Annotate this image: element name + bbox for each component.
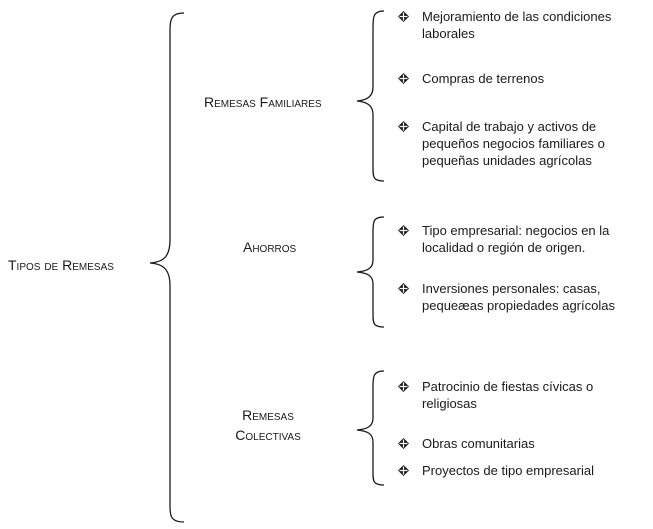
list-item [398,70,648,87]
group-label-remesas-colectivas [218,405,318,445]
diamond-bullet-icon [398,438,409,449]
diamond-bullet-icon [398,11,409,22]
group-label-remesas-familiares: Remesas Familiares [204,94,322,110]
brace-remesas-colectivas [357,371,384,485]
diamond-bullet-icon [398,225,409,236]
brace-remesas-familiares [357,11,384,181]
item-text: Inversiones personales: casas, pequeæas propiedades agrícolas [422,281,615,313]
list-item [398,462,648,479]
item-text: Mejoramiento de las condiciones laborales [422,9,612,41]
diamond-bullet-icon [398,283,409,294]
list-item [398,8,648,42]
brace-ahorros [357,217,384,327]
list-item [398,435,648,452]
diamond-bullet-icon [398,121,409,132]
item-text: Capital de trabajo y activos de pequeños negocios familiares o pequeñas unidades agrícolas [422,119,605,168]
root-label: Tipos de Remesas [8,257,114,273]
item-text: Compras de terrenos [422,71,545,86]
diamond-bullet-icon [398,465,409,476]
group-label-ahorros: Ahorros [243,239,297,255]
diamond-bullet-icon [398,73,409,84]
group-label-line-2: Colectivas [235,427,301,443]
diamond-bullet-icon [398,381,409,392]
group-label-line-1: Remesas [242,407,294,423]
list-item [398,378,648,412]
item-text: Proyectos de tipo empresarial [422,463,594,478]
item-text: Patrocinio de fiestas cívicas o religiosas [422,379,594,411]
list-item [398,118,648,169]
list-item [398,280,648,314]
item-text: Tipo empresarial: negocios en la localidad o región de origen. [422,223,610,255]
list-item [398,222,648,256]
item-text: Obras comunitarias [422,436,535,451]
main-brace [150,13,184,522]
